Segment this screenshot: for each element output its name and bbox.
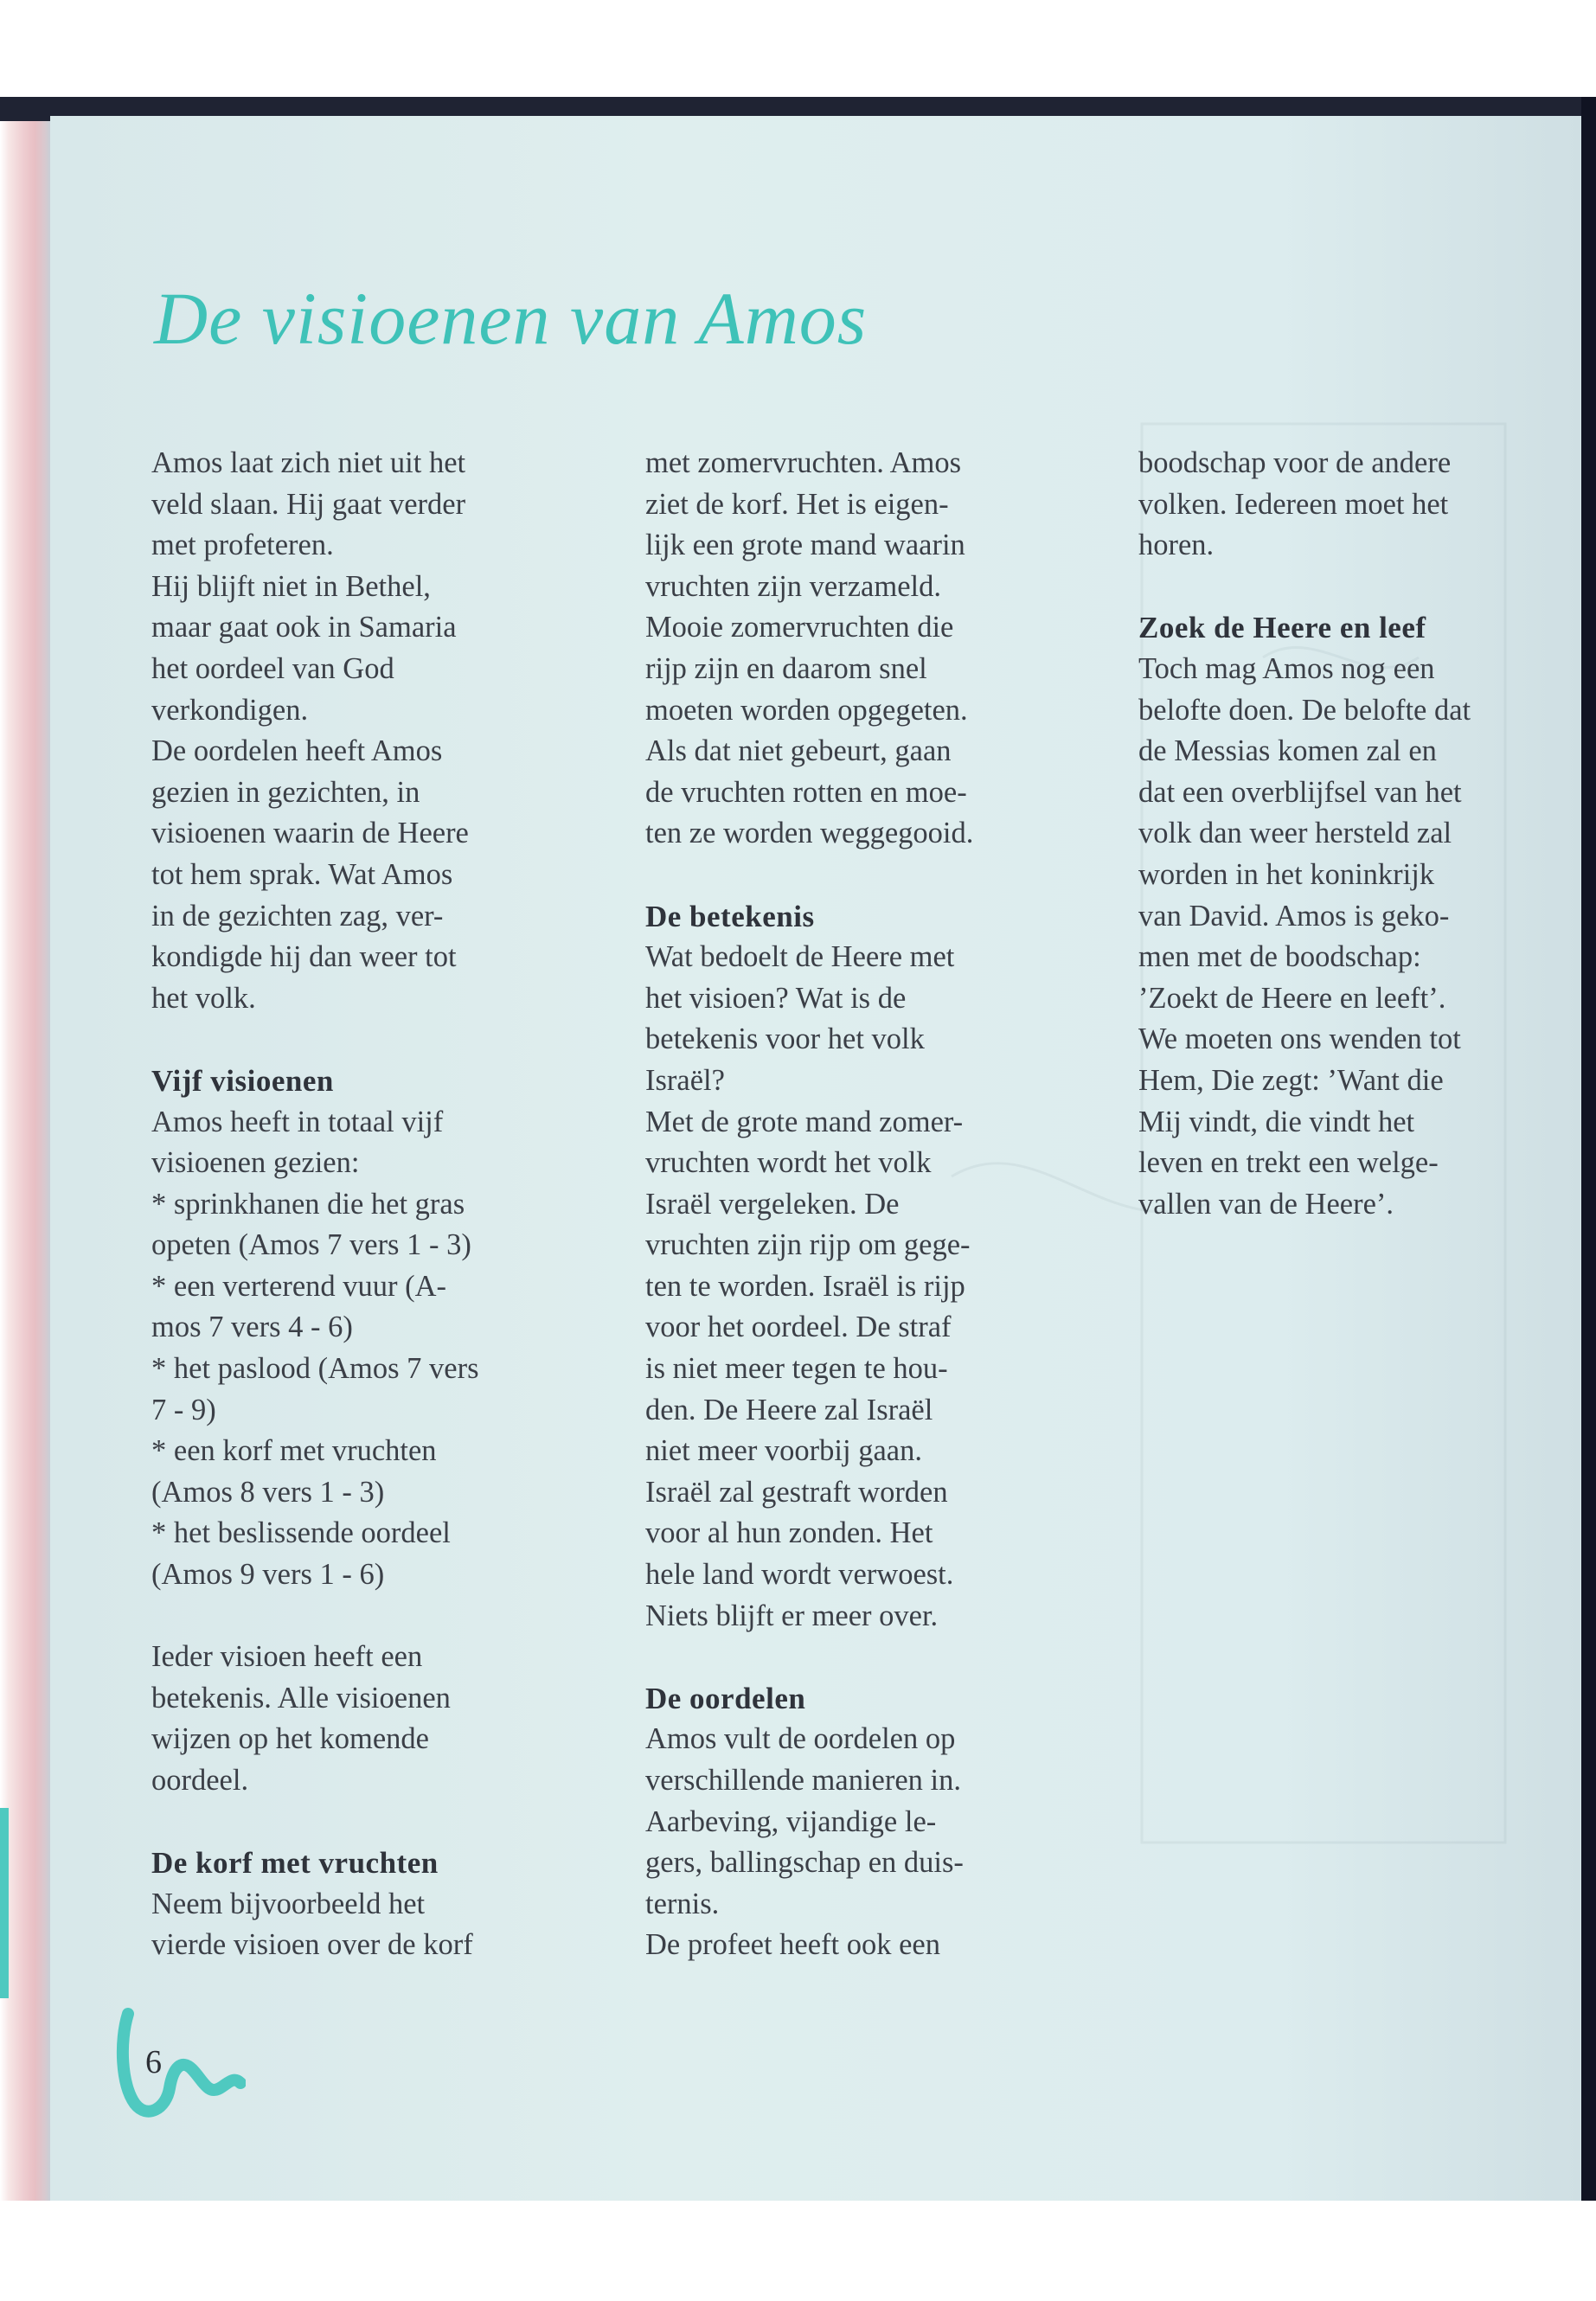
- text-line: vruchten zijn rijp om gege-: [645, 1228, 971, 1262]
- text-line: het oordeel van God: [151, 651, 394, 685]
- text-column-1: [151, 443, 558, 1966]
- text-line: mos 7 vers 4 - 6): [151, 1311, 353, 1344]
- text-line: ziet de korf. Het is eigen-: [645, 487, 949, 521]
- text-line: betekenis. Alle visioenen: [151, 1681, 451, 1715]
- text-line: gezien in gezichten, in: [151, 775, 420, 809]
- text-line: volk dan weer hersteld zal: [1138, 817, 1452, 850]
- text-line: De profeet heeft ook een: [645, 1928, 940, 1962]
- text-line: ternis.: [645, 1887, 720, 1920]
- text-line: belofte doen. De belofte dat: [1138, 693, 1471, 727]
- text-line: verschillende manieren in.: [645, 1764, 961, 1797]
- text-line: voor al hun zonden. Het: [645, 1516, 933, 1550]
- text-column-3: [1138, 443, 1545, 1225]
- text-line: Als dat niet gebeurt, gaan: [645, 734, 952, 768]
- text-line: ten ze worden weggegooid.: [645, 817, 974, 850]
- text-line: veld slaan. Hij gaat verder: [151, 487, 466, 521]
- text-line: kondigde hij dan weer tot: [151, 940, 457, 974]
- text-line: vallen van de Heere’.: [1138, 1187, 1394, 1221]
- text-line: dat een overblijfsel van het: [1138, 775, 1462, 809]
- text-line: visioenen gezien:: [151, 1146, 360, 1180]
- page-title: De visioenen van Amos: [154, 277, 868, 360]
- book-spine: [1581, 97, 1596, 2201]
- text-line: horen.: [1138, 529, 1215, 562]
- text-line: wijzen op het komende: [151, 1722, 429, 1756]
- text-column-2: [645, 443, 1052, 1966]
- text-line: Amos heeft in totaal vijf: [151, 1105, 444, 1138]
- text-line: Wat bedoelt de Heere met: [645, 940, 955, 974]
- text-line: de vruchten rotten en moe-: [645, 775, 967, 809]
- text-line: boodschap voor de andere: [1138, 446, 1452, 479]
- text-line: De oordelen heeft Amos: [151, 734, 443, 768]
- paragraph-gap: [151, 1019, 558, 1061]
- paragraph-gap: [645, 855, 1052, 896]
- text-line: Niets blijft er meer over.: [645, 1599, 939, 1632]
- text-line: betekenis voor het volk: [645, 1022, 925, 1056]
- section-heading: De oordelen: [645, 1681, 806, 1715]
- text-line: We moeten ons wenden tot: [1138, 1022, 1461, 1056]
- text-line: is niet meer tegen te hou-: [645, 1352, 948, 1386]
- text-line: worden in het koninkrijk: [1138, 857, 1435, 891]
- paragraph: [151, 443, 558, 1019]
- edge-color-strip: [0, 1808, 9, 1998]
- paragraph-gap: [151, 1802, 558, 1843]
- text-line: 7 - 9): [151, 1393, 216, 1426]
- section-heading: Zoek de Heere en leef: [1138, 611, 1426, 645]
- text-line: Amos laat zich niet uit het: [151, 446, 466, 479]
- text-line: niet meer voorbij gaan.: [645, 1434, 922, 1468]
- text-line: Hem, Die zegt: ’Want die: [1138, 1063, 1444, 1097]
- text-line: * een korf met vruchten: [151, 1434, 437, 1468]
- paragraph: [645, 1719, 1052, 1966]
- text-line: tot hem sprak. Wat Amos: [151, 857, 453, 891]
- text-line: ten te worden. Israël is rijp: [645, 1269, 965, 1303]
- text-line: men met de boodschap:: [1138, 940, 1421, 974]
- text-line: Neem bijvoorbeeld het: [151, 1887, 426, 1920]
- text-line: (Amos 8 vers 1 - 3): [151, 1475, 385, 1509]
- text-line: Toch mag Amos nog een: [1138, 651, 1435, 685]
- text-line: vierde visioen over de korf: [151, 1928, 473, 1962]
- text-line: * een verterend vuur (A-: [151, 1269, 447, 1303]
- text-line: visioenen waarin de Heere: [151, 817, 469, 850]
- text-line: vruchten wordt het volk: [645, 1146, 932, 1180]
- paragraph: [645, 937, 1052, 1637]
- text-line: Israël vergeleken. De: [645, 1187, 900, 1221]
- text-line: in de gezichten zag, ver-: [151, 899, 444, 933]
- text-line: Ieder visioen heeft een: [151, 1640, 423, 1674]
- text-line: maar gaat ook in Samaria: [151, 611, 457, 644]
- text-line: den. De Heere zal Israël: [645, 1393, 933, 1426]
- paragraph: [151, 1102, 558, 1596]
- text-line: Met de grote mand zomer-: [645, 1105, 964, 1138]
- text-line: de Messias komen zal en: [1138, 734, 1437, 768]
- text-line: oordeel.: [151, 1764, 249, 1797]
- text-line: met zomervruchten. Amos: [645, 446, 962, 479]
- paragraph-gap: [1138, 567, 1545, 608]
- wave-logo-icon: [116, 1998, 246, 2128]
- text-line: vruchten zijn verzameld.: [645, 569, 941, 603]
- text-line: Amos vult de oordelen op: [645, 1722, 956, 1756]
- text-line: hele land wordt verwoest.: [645, 1558, 954, 1592]
- text-line: Israël zal gestraft worden: [645, 1475, 948, 1509]
- text-line: voor het oordeel. De straf: [645, 1311, 952, 1344]
- section-heading: Vijf visioenen: [151, 1063, 334, 1098]
- paragraph-gap: [645, 1637, 1052, 1678]
- section-heading: De betekenis: [645, 899, 815, 933]
- text-line: van David. Amos is geko-: [1138, 899, 1450, 933]
- text-line: verkondigen.: [151, 693, 309, 727]
- text-line: * sprinkhanen die het gras: [151, 1187, 465, 1221]
- paragraph: [645, 443, 1052, 855]
- text-line: Mooie zomervruchten die: [645, 611, 954, 644]
- paragraph: [151, 1884, 558, 1966]
- text-line: * het paslood (Amos 7 vers: [151, 1352, 479, 1386]
- text-line: met profeteren.: [151, 529, 334, 562]
- text-line: Mij vindt, die vindt het: [1138, 1105, 1415, 1138]
- text-line: opeten (Amos 7 vers 1 - 3): [151, 1228, 471, 1262]
- text-line: ’Zoekt de Heere en leeft’.: [1138, 981, 1446, 1015]
- text-line: lijk een grote mand waarin: [645, 529, 965, 562]
- text-line: leven en trekt een welge-: [1138, 1146, 1439, 1180]
- section-heading: De korf met vruchten: [151, 1846, 439, 1881]
- paragraph: [1138, 443, 1545, 567]
- text-line: Israël?: [645, 1063, 725, 1097]
- text-line: moeten worden opgegeten.: [645, 693, 968, 727]
- text-line: rijp zijn en daarom snel: [645, 651, 927, 685]
- paragraph: [1138, 649, 1545, 1225]
- text-line: het volk.: [151, 981, 256, 1015]
- paragraph-gap: [151, 1596, 558, 1638]
- text-line: Aarbeving, vijandige le-: [645, 1804, 937, 1838]
- text-line: volken. Iedereen moet het: [1138, 487, 1449, 521]
- text-line: Hij blijft niet in Bethel,: [151, 569, 431, 603]
- page-number: 6: [145, 2044, 162, 2080]
- paragraph: [151, 1637, 558, 1801]
- text-line: gers, ballingschap en duis-: [645, 1846, 964, 1880]
- text-line: het visioen? Wat is de: [645, 981, 907, 1015]
- text-line: (Amos 9 vers 1 - 6): [151, 1558, 385, 1592]
- text-line: * het beslissende oordeel: [151, 1516, 451, 1550]
